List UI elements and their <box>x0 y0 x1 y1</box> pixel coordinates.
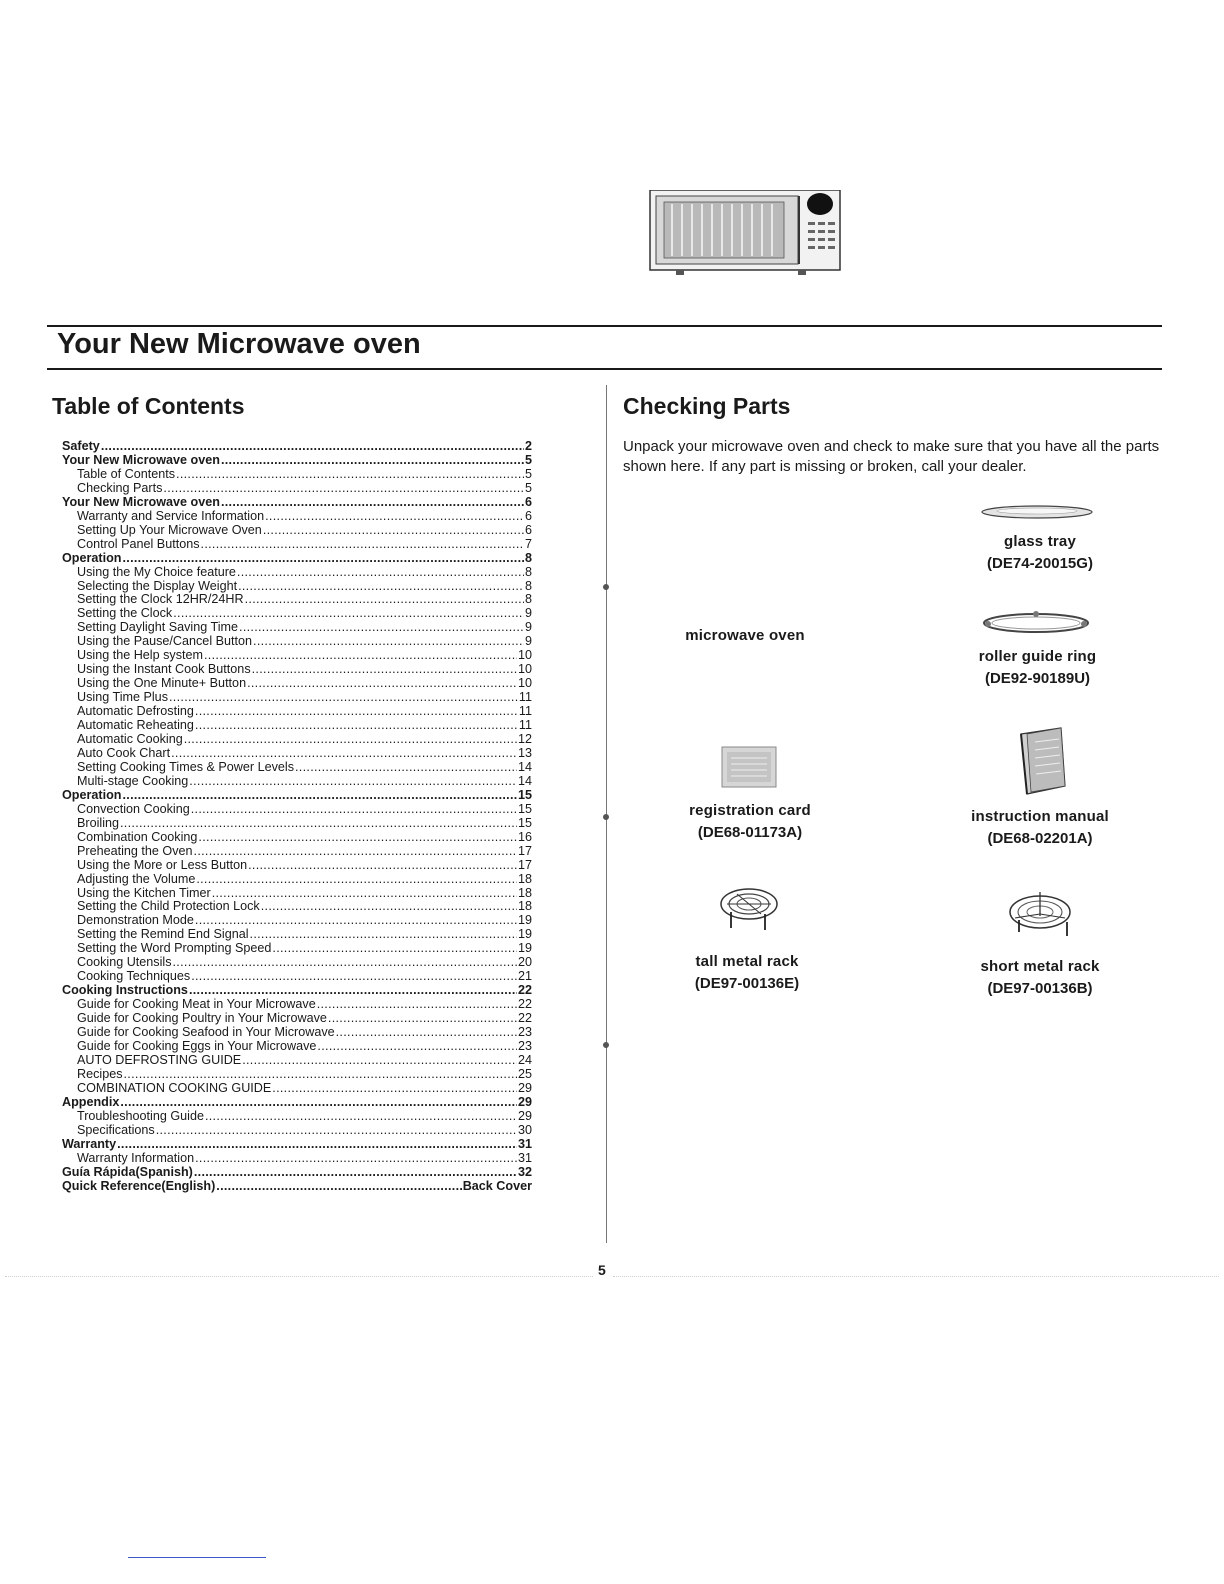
toc-entry <box>62 998 532 1012</box>
toc-entry <box>62 1068 532 1082</box>
toc-entry <box>62 928 532 942</box>
toc-leader-dots <box>169 691 518 705</box>
toc-entry-label: Automatic Reheating <box>77 718 194 733</box>
toc-entry-page: 23 <box>517 1025 532 1040</box>
toc-entry-label: Using Time Plus <box>77 690 168 705</box>
toc-entry <box>62 705 532 719</box>
toc-entry-label: Your New Microwave oven <box>62 452 220 467</box>
toc-entry-page: 14 <box>517 759 532 774</box>
part-code: (DE97-00136B) <box>987 980 1093 997</box>
toc-leader-dots <box>189 775 517 789</box>
toc-entry-label: Automatic Cooking <box>77 732 183 747</box>
toc-entry-label: Checking Parts <box>77 480 163 495</box>
instruction-manual-illustration <box>1013 726 1073 796</box>
toc-entry <box>62 831 532 845</box>
toc-entry-page: 8 <box>524 564 532 579</box>
toc-entry-label: Troubleshooting Guide <box>77 1108 204 1123</box>
header-bottom-rule <box>47 368 1162 370</box>
toc-entry <box>62 970 532 984</box>
toc-entry-label: Cooking Utensils <box>77 955 172 970</box>
toc-entry <box>62 1180 532 1194</box>
toc-leader-dots <box>272 1082 517 1096</box>
toc-entry <box>62 496 532 510</box>
toc-entry-label: Setting the Clock 12HR/24HR <box>77 592 244 607</box>
toc-leader-dots <box>173 607 524 621</box>
toc-entry-label: Preheating the Oven <box>77 843 193 858</box>
toc-entry <box>62 1026 532 1040</box>
toc-leader-dots <box>191 970 517 984</box>
glass-tray-illustration <box>980 502 1095 522</box>
toc-leader-dots <box>237 566 524 580</box>
footer-dotted-line-left <box>5 1276 593 1277</box>
registration-card-illustration <box>721 746 777 788</box>
part-tall-metal-rack <box>642 951 852 995</box>
toc-entry <box>62 552 532 566</box>
toc-entry-page: 16 <box>517 829 532 844</box>
toc-entry-page: 11 <box>518 718 532 733</box>
toc-entry-page: 32 <box>517 1164 532 1179</box>
footer-dotted-line-right <box>613 1276 1219 1277</box>
toc-entry-label: Demonstration Mode <box>77 913 194 928</box>
toc-entry-label: Setting the Clock <box>77 606 173 621</box>
toc-entry-label: Multi-stage Cooking <box>77 773 189 788</box>
toc-leader-dots <box>122 552 524 566</box>
toc-leader-dots <box>216 1180 461 1194</box>
toc-entry-page: 10 <box>517 676 532 691</box>
toc-entry <box>62 817 532 831</box>
toc-leader-dots <box>253 635 524 649</box>
toc-leader-dots <box>198 831 517 845</box>
toc-leader-dots <box>336 1026 517 1040</box>
toc-entry <box>62 1040 532 1054</box>
toc-leader-dots <box>247 677 517 691</box>
toc-entry <box>62 887 532 901</box>
toc-entry-page: 11 <box>518 690 532 705</box>
toc-entry-page: 9 <box>524 634 532 649</box>
part-name: microwave oven <box>685 627 805 644</box>
toc-leader-dots <box>252 663 517 677</box>
toc-entry-label: COMBINATION COOKING GUIDE <box>77 1080 272 1095</box>
toc-entry <box>62 900 532 914</box>
toc-entry-label: Control Panel Buttons <box>77 536 200 551</box>
toc-entry <box>62 733 532 747</box>
table-of-contents <box>62 440 532 1193</box>
toc-entry-label: Appendix <box>62 1094 120 1109</box>
toc-leader-dots <box>120 817 517 831</box>
toc-entry-label: Setting Daylight Saving Time <box>77 620 239 635</box>
toc-entry <box>62 1110 532 1124</box>
toc-entry-page: 24 <box>517 1052 532 1067</box>
toc-entry <box>62 454 532 468</box>
part-name: roller guide ring <box>978 648 1097 665</box>
toc-entry-label: Warranty and Service Information <box>77 508 265 523</box>
toc-leader-dots <box>272 942 517 956</box>
toc-entry <box>62 538 532 552</box>
toc-entry-page: 9 <box>524 620 532 635</box>
toc-entry-label: Using the Help system <box>77 648 203 663</box>
toc-entry <box>62 1054 532 1068</box>
roller-guide-ring-illustration <box>980 607 1092 637</box>
toc-entry-label: Your New Microwave oven <box>62 494 220 509</box>
page-number: 5 <box>598 1262 606 1278</box>
toc-entry <box>62 1096 532 1110</box>
toc-entry-label: Guía Rápida(Spanish) <box>62 1164 193 1179</box>
toc-leader-dots <box>238 580 524 594</box>
toc-entry-page: Back Cover <box>462 1178 532 1193</box>
toc-entry <box>62 984 532 998</box>
toc-leader-dots <box>195 719 518 733</box>
toc-leader-dots <box>184 733 517 747</box>
toc-entry-page: 8 <box>524 592 532 607</box>
toc-leader-dots <box>101 440 524 454</box>
toc-entry-page: 30 <box>517 1122 532 1137</box>
toc-entry <box>62 649 532 663</box>
part-short-metal-rack <box>935 956 1145 1000</box>
part-code: (DE68-01173A) <box>697 824 803 841</box>
toc-entry-page: 19 <box>517 941 532 956</box>
toc-entry-page: 18 <box>517 899 532 914</box>
toc-entry-label: Using the My Choice feature <box>77 564 236 579</box>
toc-entry <box>62 593 532 607</box>
toc-entry-page: 5 <box>524 480 532 495</box>
toc-entry <box>62 621 532 635</box>
toc-leader-dots <box>250 928 517 942</box>
toc-entry <box>62 1138 532 1152</box>
checking-parts-intro: Unpack your microwave oven and check to make sure that you have all the parts shown here. If any part is missing or broken, call your dealer. <box>623 438 1160 475</box>
toc-entry-label: Using the More or Less Button <box>77 857 248 872</box>
toc-entry-page: 29 <box>517 1094 532 1109</box>
toc-leader-dots <box>120 1096 517 1110</box>
toc-leader-dots <box>204 649 517 663</box>
checking-parts-heading: Checking Parts <box>623 393 791 419</box>
toc-entry-page: 29 <box>517 1080 532 1095</box>
toc-entry <box>62 663 532 677</box>
toc-entry-label: Warranty Information <box>77 1150 195 1165</box>
toc-leader-dots <box>261 900 517 914</box>
toc-entry-page: 21 <box>517 969 532 984</box>
toc-entry-label: Guide for Cooking Seafood in Your Microwave <box>77 1025 335 1040</box>
toc-leader-dots <box>248 859 517 873</box>
toc-leader-dots <box>205 1110 517 1124</box>
toc-entry-label: Setting the Remind End Signal <box>77 927 249 942</box>
short-metal-rack-illustration <box>1007 888 1073 940</box>
toc-entry <box>62 482 532 496</box>
toc-entry-page: 22 <box>517 983 532 998</box>
toc-leader-dots <box>196 873 517 887</box>
toc-entry <box>62 775 532 789</box>
toc-leader-dots <box>156 1124 517 1138</box>
toc-entry-page: 6 <box>524 522 532 537</box>
toc-leader-dots <box>263 524 524 538</box>
header-top-rule <box>47 325 1162 327</box>
toc-leader-dots <box>242 1054 517 1068</box>
toc-entry-page: 6 <box>524 508 532 523</box>
tall-metal-rack-illustration <box>717 884 781 934</box>
page-title: Your New Microwave oven <box>57 328 421 360</box>
toc-entry-label: Setting the Word Prompting Speed <box>77 941 272 956</box>
toc-leader-dots <box>124 1068 517 1082</box>
part-name: instruction manual <box>971 808 1109 825</box>
toc-entry-label: Using the One Minute+ Button <box>77 676 247 691</box>
toc-entry <box>62 859 532 873</box>
toc-leader-dots <box>239 621 524 635</box>
toc-leader-dots <box>195 1152 517 1166</box>
toc-entry-page: 22 <box>517 997 532 1012</box>
toc-leader-dots <box>245 593 524 607</box>
toc-entry-label: Table of Contents <box>77 466 176 481</box>
toc-entry <box>62 677 532 691</box>
toc-entry-page: 12 <box>517 732 532 747</box>
toc-entry <box>62 468 532 482</box>
toc-entry <box>62 845 532 859</box>
part-name: tall metal rack <box>695 953 799 970</box>
part-code: (DE92-90189U) <box>984 670 1091 687</box>
toc-entry-page: 19 <box>517 927 532 942</box>
toc-entry <box>62 747 532 761</box>
toc-entry-label: Selecting the Display Weight <box>77 578 238 593</box>
toc-entry-label: Setting Cooking Times & Power Levels <box>77 759 294 774</box>
toc-entry <box>62 691 532 705</box>
toc-leader-dots <box>221 496 524 510</box>
toc-leader-dots <box>194 1166 517 1180</box>
scan-artifact-line <box>128 1557 266 1558</box>
toc-entry-page: 31 <box>517 1150 532 1165</box>
binder-hole <box>603 584 609 590</box>
toc-entry-page: 10 <box>517 662 532 677</box>
toc-entry-page: 15 <box>517 801 532 816</box>
part-microwave-oven <box>640 625 850 647</box>
toc-entry-label: Operation <box>62 787 122 802</box>
toc-entry-page: 10 <box>517 648 532 663</box>
toc-entry-page: 8 <box>524 550 532 565</box>
part-roller-guide-ring <box>925 646 1150 690</box>
toc-entry-label: Guide for Cooking Meat in Your Microwave <box>77 997 316 1012</box>
toc-entry-label: Warranty <box>62 1136 117 1151</box>
toc-leader-dots <box>173 956 517 970</box>
toc-leader-dots <box>265 510 524 524</box>
toc-entry <box>62 580 532 594</box>
toc-leader-dots <box>171 747 517 761</box>
toc-entry-label: Automatic Defrosting <box>77 704 194 719</box>
toc-entry <box>62 1166 532 1180</box>
toc-entry-label: AUTO DEFROSTING GUIDE <box>77 1052 242 1067</box>
part-registration-card <box>645 800 855 844</box>
toc-entry-page: 18 <box>517 871 532 886</box>
toc-entry <box>62 942 532 956</box>
toc-entry-label: Operation <box>62 550 122 565</box>
toc-entry-page: 5 <box>524 452 532 467</box>
toc-entry-page: 15 <box>517 815 532 830</box>
toc-entry-label: Auto Cook Chart <box>77 745 171 760</box>
toc-entry <box>62 566 532 580</box>
toc-leader-dots <box>295 761 517 775</box>
part-code: (DE68-02201A) <box>987 830 1093 847</box>
toc-entry-label: Cooking Techniques <box>77 969 191 984</box>
part-name: short metal rack <box>980 958 1100 975</box>
toc-entry-page: 7 <box>524 536 532 551</box>
toc-leader-dots <box>191 803 517 817</box>
part-instruction-manual <box>925 806 1155 850</box>
toc-entry-page: 15 <box>517 787 532 802</box>
toc-entry <box>62 524 532 538</box>
toc-entry-page: 17 <box>517 857 532 872</box>
toc-leader-dots <box>317 1040 517 1054</box>
toc-entry <box>62 1082 532 1096</box>
toc-leader-dots <box>176 468 524 482</box>
toc-entry-label: Using the Instant Cook Buttons <box>77 662 251 677</box>
toc-entry <box>62 607 532 621</box>
part-code: (DE74-20015G) <box>987 555 1093 572</box>
toc-entry-page: 5 <box>524 466 532 481</box>
toc-leader-dots <box>201 538 524 552</box>
toc-entry-label: Combination Cooking <box>77 829 198 844</box>
part-name: glass tray <box>1003 533 1077 550</box>
toc-entry-label: Using the Pause/Cancel Button <box>77 634 253 649</box>
toc-entry-page: 22 <box>517 1011 532 1026</box>
toc-entry <box>62 761 532 775</box>
toc-entry <box>62 873 532 887</box>
toc-leader-dots <box>189 984 517 998</box>
toc-entry-page: 25 <box>517 1066 532 1081</box>
toc-entry-page: 20 <box>517 955 532 970</box>
toc-leader-dots <box>194 845 517 859</box>
toc-entry <box>62 719 532 733</box>
toc-entry-page: 29 <box>517 1108 532 1123</box>
toc-leader-dots <box>163 482 524 496</box>
toc-leader-dots <box>328 1012 517 1026</box>
toc-entry-label: Guide for Cooking Poultry in Your Microwave <box>77 1011 327 1026</box>
toc-entry-page: 9 <box>524 606 532 621</box>
part-glass-tray <box>935 531 1145 575</box>
toc-entry-page: 18 <box>517 885 532 900</box>
toc-entry-label: Convection Cooking <box>77 801 190 816</box>
toc-entry <box>62 1012 532 1026</box>
toc-entry <box>62 803 532 817</box>
part-name: registration card <box>689 802 811 819</box>
toc-entry <box>62 789 532 803</box>
toc-entry-label: Safety <box>62 439 100 453</box>
toc-entry-label: Recipes <box>77 1066 123 1081</box>
toc-leader-dots <box>221 454 524 468</box>
toc-entry-label: Setting the Child Protection Lock <box>77 899 260 914</box>
toc-entry-label: Using the Kitchen Timer <box>77 885 211 900</box>
toc-leader-dots <box>195 705 518 719</box>
toc-entry-page: 2 <box>524 439 532 453</box>
toc-leader-dots <box>317 998 517 1012</box>
toc-entry-page: 8 <box>524 578 532 593</box>
toc-entry <box>62 914 532 928</box>
toc-entry <box>62 1124 532 1138</box>
toc-entry-page: 14 <box>517 773 532 788</box>
toc-entry-label: Setting Up Your Microwave Oven <box>77 522 262 537</box>
toc-entry-page: 17 <box>517 843 532 858</box>
binder-hole <box>603 1042 609 1048</box>
toc-leader-dots <box>117 1138 517 1152</box>
toc-entry-label: Specifications <box>77 1122 155 1137</box>
microwave-oven-illustration <box>648 190 843 280</box>
part-code: (DE97-00136E) <box>694 975 800 992</box>
toc-entry <box>62 1152 532 1166</box>
toc-leader-dots <box>195 914 517 928</box>
toc-entry <box>62 440 532 454</box>
toc-entry-page: 13 <box>517 745 532 760</box>
toc-entry-label: Broiling <box>77 815 119 830</box>
toc-leader-dots <box>212 887 517 901</box>
toc-entry <box>62 510 532 524</box>
toc-heading: Table of Contents <box>52 393 245 419</box>
toc-entry-page: 11 <box>518 704 532 719</box>
binder-hole <box>603 814 609 820</box>
toc-entry-label: Cooking Instructions <box>62 983 188 998</box>
toc-entry-label: Guide for Cooking Eggs in Your Microwave <box>77 1038 317 1053</box>
toc-entry-page: 23 <box>517 1038 532 1053</box>
toc-entry-page: 19 <box>517 913 532 928</box>
toc-entry-label: Quick Reference(English) <box>62 1178 216 1193</box>
toc-entry-page: 31 <box>517 1136 532 1151</box>
toc-leader-dots <box>122 789 517 803</box>
toc-entry-page: 6 <box>524 494 532 509</box>
toc-entry-label: Adjusting the Volume <box>77 871 196 886</box>
toc-entry <box>62 956 532 970</box>
toc-entry <box>62 635 532 649</box>
